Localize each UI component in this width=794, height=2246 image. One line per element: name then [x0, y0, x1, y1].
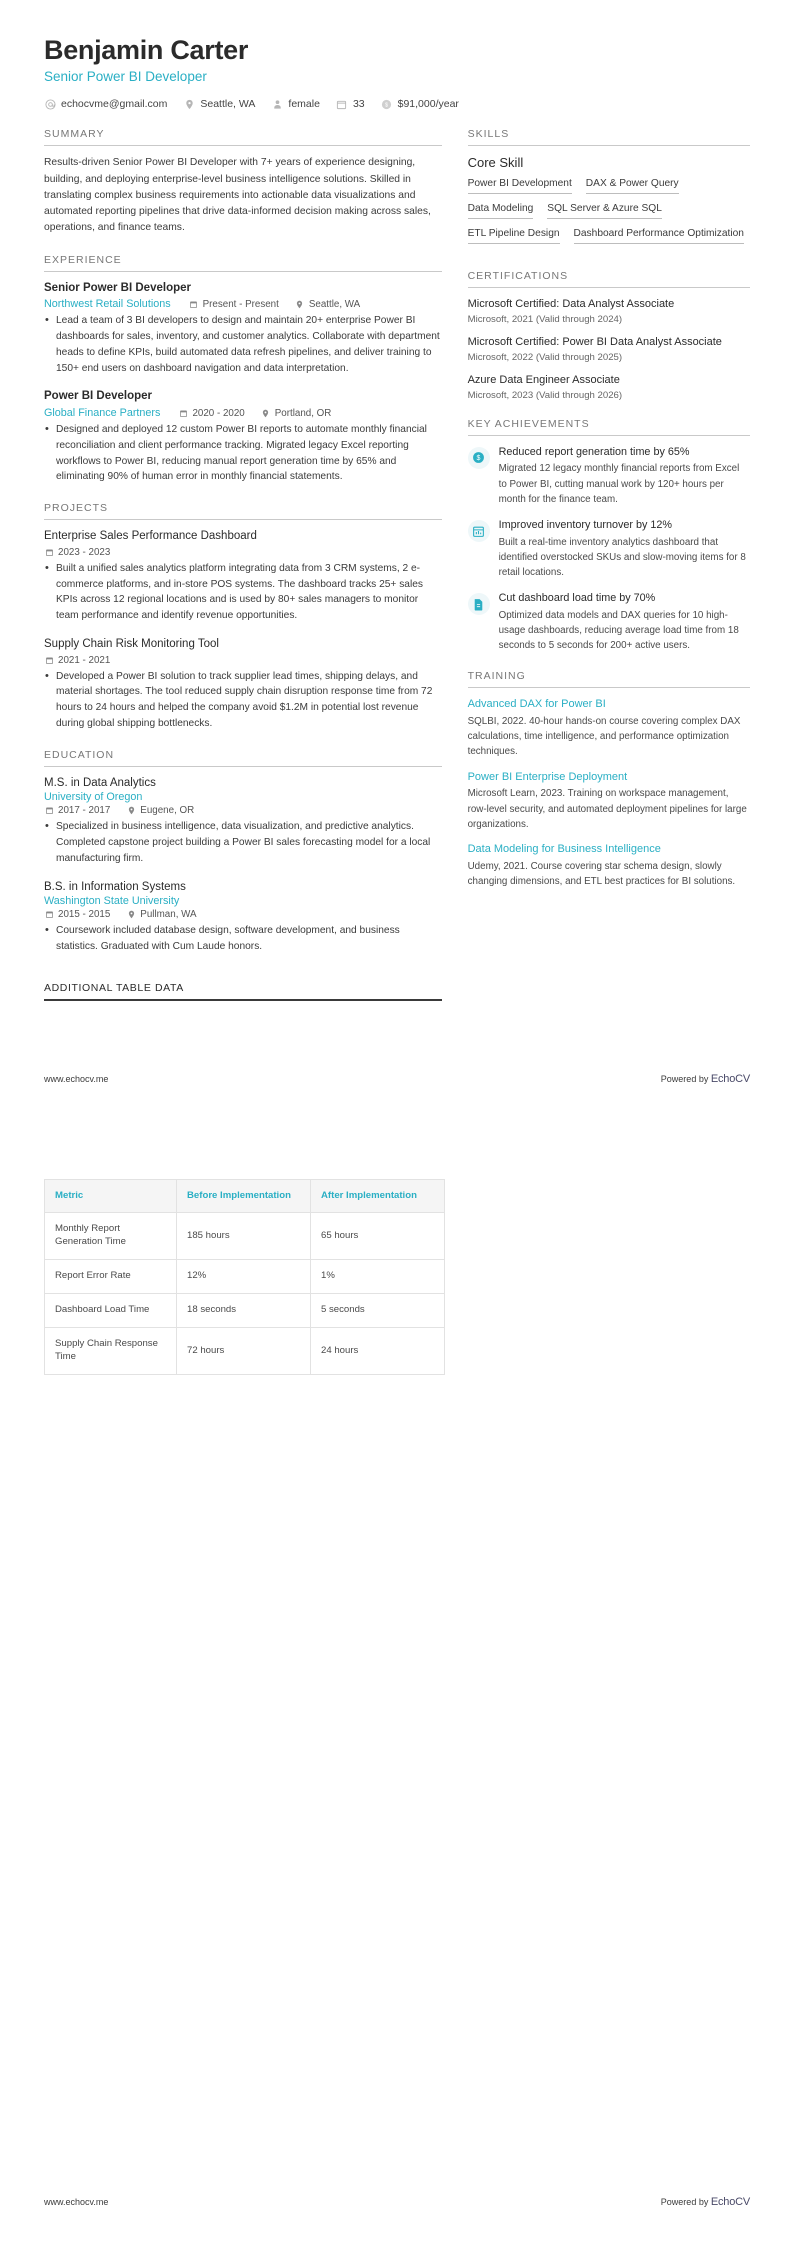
certification-name: Microsoft Certified: Data Analyst Associate	[467, 298, 675, 311]
table-cell-metric: Monthly Report Generation Time	[45, 1213, 177, 1260]
additional-table-data-title: ADDITIONAL TABLE DATA	[44, 982, 442, 1001]
table-cell-after: 1%	[311, 1260, 445, 1294]
education-location	[126, 909, 196, 920]
section-key-achievements	[468, 418, 750, 653]
training-desc: SQLBI, 2022. 40-hour hands-on course covering complex DAX calculations, time intelligence, and performance optimization techniques.	[467, 716, 741, 758]
summary-section-title: SUMMARY	[44, 128, 442, 146]
contact-row	[44, 98, 750, 110]
footer-brand: EchoCV	[710, 1073, 750, 1085]
skills-group-title: Core Skill	[467, 155, 524, 171]
calendar-icon	[178, 408, 188, 418]
achievement-item	[468, 518, 750, 580]
experience-location-value: Seattle, WA	[308, 298, 361, 310]
skill-chip: Dashboard Performance Optimization	[574, 228, 744, 244]
footer-powered-by	[661, 2196, 750, 2208]
skill-chip: Power BI Development	[468, 178, 572, 194]
table-row	[45, 1260, 445, 1294]
achievement-item	[468, 445, 750, 507]
headline: Senior Power BI Developer	[44, 69, 207, 85]
contact-gender	[271, 98, 320, 110]
contact-location-value: Seattle, WA	[200, 98, 256, 111]
experience-dates	[189, 299, 279, 310]
table-cell-metric: Report Error Rate	[45, 1260, 177, 1294]
dollar-circle-icon	[468, 447, 490, 469]
training-desc: Microsoft Learn, 2023. Training on workspace management, row-level security, and automated deployment pipelines for large organizations.	[467, 788, 747, 830]
table-cell-before: 72 hours	[177, 1328, 311, 1375]
experience-bullets	[44, 313, 442, 376]
training-name[interactable]: Data Modeling for Business Intelligence	[467, 842, 661, 855]
education-dates-value: 2015 - 2015	[58, 909, 111, 921]
training-name[interactable]: Power BI Enterprise Deployment	[467, 770, 628, 783]
training-desc: Udemy, 2021. Course covering star schema design, slowly changing dimensions, and ETL best practices for BI solutions.	[467, 860, 736, 887]
project-name: Enterprise Sales Performance Dashboard	[44, 530, 257, 543]
education-school[interactable]: University of Oregon	[44, 791, 143, 804]
list-item: • Coursework included database design, software development, and business statistics. Graduated with Cum Laude honors.	[44, 923, 442, 955]
table-cell-before: 18 seconds	[177, 1294, 311, 1328]
table-cell-after: 5 seconds	[311, 1294, 445, 1328]
metrics-table	[44, 1179, 445, 1375]
education-meta	[44, 909, 442, 920]
footer-website[interactable]: www.echocv.me	[44, 1074, 109, 1084]
money-icon	[381, 98, 393, 110]
education-bullets	[44, 923, 442, 955]
project-entry	[44, 637, 442, 732]
list-item: • Designed and deployed 12 custom Power BI reports to automate monthly financial reconciliation and client performance tracking. Migrated legacy Excel reporting workflows to Power BI, reducing manual report generation time by 65% and eliminating 90% of human error in monthly financial statements.	[44, 422, 442, 485]
table-cell-after: 24 hours	[311, 1328, 445, 1375]
calendar-icon	[44, 655, 54, 665]
certification-issuer: Microsoft, 2021 (Valid through 2024)	[467, 314, 623, 326]
skill-chip: Data Modeling	[468, 203, 534, 219]
location-pin-icon	[261, 408, 271, 418]
experience-role: Senior Power BI Developer	[44, 281, 191, 294]
education-entry	[44, 776, 442, 867]
experience-company[interactable]: Northwest Retail Solutions	[44, 298, 171, 311]
experience-meta	[44, 298, 442, 310]
education-location-value: Pullman, WA	[140, 909, 197, 921]
education-bullets	[44, 819, 442, 866]
table-row	[45, 1328, 445, 1375]
experience-role: Power BI Developer	[44, 390, 153, 403]
achievement-title: Cut dashboard load time by 70%	[498, 592, 656, 605]
page-title: Benjamin Carter	[44, 35, 249, 65]
location-pin-icon	[183, 98, 195, 110]
table-cell-metric: Dashboard Load Time	[45, 1294, 177, 1328]
calendar-chart-icon	[468, 520, 490, 542]
skill-chip: DAX & Power Query	[586, 178, 679, 194]
contact-location	[183, 98, 255, 110]
table-row	[45, 1294, 445, 1328]
section-projects	[44, 502, 442, 732]
location-pin-icon	[126, 910, 136, 920]
calendar-icon	[336, 98, 348, 110]
achievement-desc: Optimized data models and DAX queries for 10 high-usage dashboards, reducing average load time from 18 seconds to 5 seconds for 200+ active users.	[498, 609, 739, 651]
person-icon	[271, 98, 283, 110]
project-dates	[44, 547, 110, 558]
project-dates-value: 2023 - 2023	[58, 546, 111, 558]
training-section-title: TRAINING	[468, 670, 750, 688]
achievement-desc: Built a real-time inventory analytics dashboard that identified overstocked SKUs and slow-moving items for 8 retail locations.	[498, 536, 746, 578]
project-meta	[44, 547, 442, 558]
email-icon	[44, 98, 56, 110]
section-education	[44, 749, 442, 955]
contact-age-value: 33	[352, 98, 365, 111]
contact-email	[44, 98, 167, 110]
certification-issuer: Microsoft, 2022 (Valid through 2025)	[467, 352, 623, 364]
education-dates	[44, 805, 110, 816]
calendar-icon	[44, 547, 54, 557]
skills-section-title: SKILLS	[468, 128, 750, 146]
experience-dates	[178, 408, 244, 419]
achievement-item	[468, 591, 750, 653]
certification-item	[468, 335, 750, 363]
experience-company[interactable]: Global Finance Partners	[44, 407, 161, 419]
key-achievements-section-title: KEY ACHIEVEMENTS	[468, 418, 750, 436]
calendar-icon	[189, 299, 199, 309]
svg-text:$: $	[476, 455, 481, 463]
location-pin-icon	[295, 299, 305, 309]
skill-chip: SQL Server & Azure SQL	[547, 203, 662, 219]
experience-dates-value: 2020 - 2020	[192, 407, 245, 419]
project-name: Supply Chain Risk Monitoring Tool	[44, 638, 219, 651]
page-footer	[0, 2196, 794, 2208]
table-header-after: After Implementation	[311, 1180, 445, 1213]
certification-issuer: Microsoft, 2023 (Valid through 2026)	[467, 389, 623, 401]
footer-powered-by-label: Powered by	[660, 1074, 709, 1084]
calendar-icon	[44, 910, 54, 920]
table-header-metric: Metric	[45, 1180, 177, 1213]
education-entry	[44, 880, 442, 955]
contact-age	[336, 98, 365, 110]
achievement-title: Improved inventory turnover by 12%	[498, 519, 673, 531]
experience-meta	[44, 407, 442, 419]
training-item	[468, 770, 750, 832]
list-item: • Built a unified sales analytics platform integrating data from 3 CRM systems, 2 e-commerce platforms, and in-store POS systems. The dashboard tracks 25+ sales KPIs across 12 regional locations and is used by 80+ sales managers to monitor team performance and identify revenue opportunities.	[44, 561, 442, 624]
footer-website[interactable]: www.echocv.me	[44, 2197, 109, 2207]
project-meta	[44, 655, 442, 666]
list-item: • Lead a team of 3 BI developers to design and maintain 20+ enterprise Power BI dashboards for sales, inventory, and customer analytics. Collaborate with department heads to define KPIs, build automated data refresh pipelines, and deliver training to 150+ end users on dashboard navigation and data interpretation.	[44, 313, 442, 376]
table-header-before: Before Implementation	[177, 1180, 311, 1213]
list-item: • Developed a Power BI solution to track supplier lead times, shipping delays, and material shortages. The tool reduced supply chain disruption response time from 72 hours to 24 hours and helped the company avoid $1.2M in potential lost revenue during global shipping bottlenecks.	[44, 669, 442, 732]
training-item	[468, 697, 750, 759]
section-additional-table-data	[44, 982, 468, 1001]
education-degree: M.S. in Data Analytics	[44, 776, 156, 789]
training-name[interactable]: Advanced DAX for Power BI	[467, 698, 606, 711]
location-pin-icon	[126, 806, 136, 816]
table-header-row	[45, 1180, 445, 1213]
contact-salary	[381, 98, 459, 110]
project-bullets	[44, 561, 442, 624]
certification-item	[468, 297, 750, 325]
education-meta	[44, 805, 442, 816]
experience-bullets	[44, 422, 442, 485]
table-cell-metric: Supply Chain Response Time	[45, 1328, 177, 1375]
calendar-icon	[44, 806, 54, 816]
contact-email-value: echocvme@gmail.com	[61, 98, 168, 111]
projects-section-title: PROJECTS	[44, 502, 442, 520]
section-summary	[44, 128, 442, 236]
training-item	[468, 842, 750, 889]
footer-brand: EchoCV	[710, 2196, 750, 2208]
experience-entry	[44, 389, 442, 485]
section-certifications	[468, 270, 750, 401]
experience-dates-value: Present - Present	[202, 298, 279, 310]
section-experience	[44, 254, 442, 486]
education-section-title: EDUCATION	[44, 749, 442, 767]
page-footer	[0, 1073, 794, 1085]
experience-section-title: EXPERIENCE	[44, 254, 442, 272]
experience-location	[261, 408, 332, 419]
education-degree: B.S. in Information Systems	[44, 880, 186, 893]
education-school[interactable]: Washington State University	[44, 895, 180, 908]
svg-text:$: $	[385, 102, 389, 109]
skill-chip: ETL Pipeline Design	[468, 228, 560, 244]
right-column	[468, 128, 750, 906]
left-column	[44, 128, 468, 971]
list-item: • Specialized in business intelligence, data visualization, and predictive analytics. Completed capstone project building a Power BI sales forecasting model for a local manufacturing firm.	[44, 819, 442, 866]
table-row	[45, 1213, 445, 1260]
resume-page-2	[0, 1123, 794, 2246]
summary-text: Results-driven Senior Power BI Developer with 7+ years of experience designing, building, and deploying enterprise-level business intelligence solutions. Skilled in translating complex business requirements into actionable data visualizations and automated reporting pipelines that drive data-informed decision making across sales, operations, and finance teams.	[44, 157, 431, 234]
achievement-title: Reduced report generation time by 65%	[498, 445, 690, 458]
experience-location	[295, 299, 360, 310]
section-training	[468, 670, 750, 889]
footer-powered-by-label: Powered by	[660, 2197, 709, 2207]
skills-list	[468, 178, 750, 253]
footer-powered-by	[661, 1073, 750, 1085]
section-skills	[468, 128, 750, 253]
certification-name: Microsoft Certified: Power BI Data Analyst Associate	[467, 336, 722, 349]
two-column-body	[44, 128, 750, 971]
project-entry	[44, 529, 442, 624]
table-cell-after: 65 hours	[311, 1213, 445, 1260]
experience-location-value: Portland, OR	[274, 407, 332, 419]
resume-header	[44, 34, 750, 110]
table-cell-before: 185 hours	[177, 1213, 311, 1260]
project-dates-value: 2021 - 2021	[58, 654, 111, 666]
table-cell-before: 12%	[177, 1260, 311, 1294]
achievement-desc: Migrated 12 legacy monthly financial reports from Excel to Power BI, cutting manual work by 120+ hours per month for the finance team.	[498, 463, 740, 505]
experience-entry	[44, 281, 442, 377]
contact-gender-value: female	[288, 98, 320, 111]
education-location	[126, 805, 194, 816]
document-icon	[468, 593, 490, 615]
education-dates	[44, 909, 110, 920]
certifications-section-title: CERTIFICATIONS	[468, 270, 750, 288]
education-location-value: Eugene, OR	[140, 805, 195, 817]
certification-name: Azure Data Engineer Associate	[467, 374, 620, 387]
project-dates	[44, 655, 110, 666]
certification-item	[468, 373, 750, 401]
contact-salary-value: $91,000/year	[397, 98, 459, 111]
project-bullets	[44, 669, 442, 732]
education-dates-value: 2017 - 2017	[58, 805, 111, 817]
